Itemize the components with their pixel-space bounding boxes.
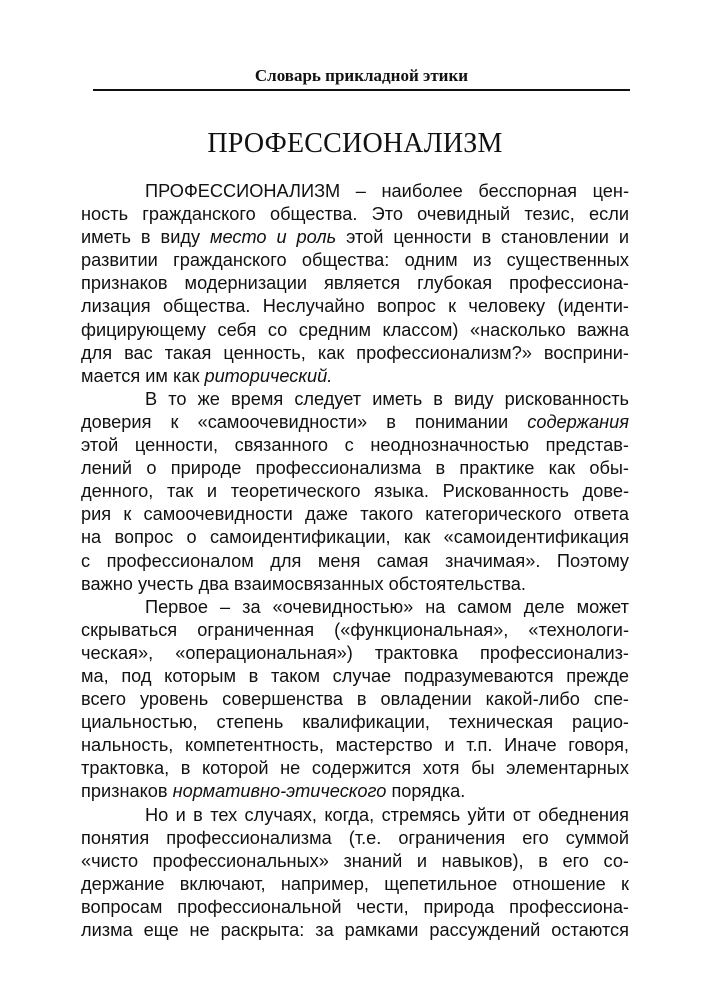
emphasis-text: место и роль <box>210 227 337 248</box>
text-segment: Первое – за «очевидностью» на самом деле может <box>145 596 629 617</box>
text-segment: денного, так и теоретического языка. Рискованность дове- <box>81 481 629 502</box>
text-segment: важно учесть два взаимосвязанных обстоятельства. <box>81 573 526 594</box>
text-segment: фицирующему себя со средним классом) «насколько важна <box>81 319 629 340</box>
text-line <box>81 850 629 873</box>
emphasis-text: риторический. <box>204 365 333 386</box>
text-line <box>81 596 629 619</box>
text-segment: иметь в виду <box>81 227 211 248</box>
text-line <box>81 319 629 342</box>
running-head-title: Словарь прикладной этики <box>254 66 469 85</box>
text-line <box>81 665 629 688</box>
entry-body <box>81 180 629 942</box>
text-line <box>81 434 629 457</box>
text-segment: этой ценности в становлении и <box>336 227 629 248</box>
text-line <box>81 457 629 480</box>
header-divider <box>93 89 630 91</box>
text-segment: циальностью, степень квалификации, техническая рацио- <box>81 712 629 733</box>
text-line <box>81 272 629 295</box>
text-line <box>81 919 629 942</box>
paragraph <box>81 804 629 943</box>
text-line <box>81 365 629 388</box>
text-line <box>81 642 629 665</box>
paragraph <box>81 388 629 596</box>
text-line <box>81 688 629 711</box>
text-line <box>81 526 629 549</box>
text-segment: вопросам профессиональной чести, природа профессиона- <box>81 896 629 917</box>
emphasis-text: содержания <box>527 411 629 432</box>
text-line <box>81 573 629 596</box>
text-segment: лизация общества. Неслучайно вопрос к человеку (иденти- <box>81 296 629 317</box>
text-line <box>81 503 629 526</box>
paragraph <box>81 180 629 388</box>
text-line <box>81 827 629 850</box>
text-segment: развитии гражданского общества: одним из существенных <box>81 250 629 271</box>
entry-title: ПРОФЕССИОНАЛИЗМ <box>207 128 503 159</box>
text-line <box>81 388 629 411</box>
text-segment: «чисто профессиональных» знаний и навыков), в его со- <box>81 850 629 871</box>
text-line <box>81 180 629 203</box>
text-segment: понятия профессионализма (т.е. ограничения его суммой <box>81 827 629 848</box>
text-segment: Но и в тех случаях, когда, стремясь уйти от обеднения <box>145 804 629 825</box>
text-segment: держание включают, например, щепетильное отношение к <box>81 873 629 894</box>
text-line <box>81 342 629 365</box>
text-line <box>81 249 629 272</box>
text-line <box>81 619 629 642</box>
text-segment: порядка. <box>386 781 466 802</box>
text-line <box>81 780 629 803</box>
text-segment: ПРОФЕССИОНАЛИЗМ – наиболее бесспорная цен- <box>145 181 629 201</box>
text-segment: доверия к «самоочевидности» в понимании <box>81 411 528 432</box>
text-line <box>81 804 629 827</box>
text-segment: признаков модернизации является глубокая профессиона- <box>81 273 629 294</box>
text-segment: с профессионалом для меня самая значимая». Поэтому <box>81 550 629 571</box>
text-line <box>81 295 629 318</box>
text-line <box>81 550 629 573</box>
text-segment: для вас такая ценность, как профессионализм?» восприни- <box>81 342 629 363</box>
emphasis-text: нормативно-этического <box>172 781 387 802</box>
text-line <box>81 896 629 919</box>
text-segment: скрываться ограниченная («функциональная», «технологи- <box>81 619 629 640</box>
text-segment: лизма еще не раскрыта: за рамками рассуждений остаются <box>81 920 629 940</box>
text-segment: всего уровень совершенства в овладении какой-либо спе- <box>81 689 629 710</box>
text-segment: ность гражданского общества. Это очевидный тезис, если <box>81 204 629 225</box>
text-line <box>81 734 629 757</box>
text-line <box>81 411 629 434</box>
text-segment: нальность, компетентность, мастерство и т.п. Иначе говоря, <box>81 735 629 756</box>
text-segment: на вопрос о самоидентификации, как «самоидентификация <box>81 527 629 548</box>
text-line <box>81 226 629 249</box>
text-line <box>81 711 629 734</box>
text-segment: В то же время следует иметь в виду рискованность <box>145 388 629 409</box>
text-segment: лений о природе профессионализма в практике как обы- <box>81 458 629 479</box>
text-line <box>81 480 629 503</box>
text-segment: трактовка, в которой не содержится хотя бы элементарных <box>81 758 629 779</box>
text-segment: рия к самоочевидности даже такого категорического ответа <box>81 504 629 525</box>
text-segment: признаков <box>81 781 173 802</box>
text-line <box>81 873 629 896</box>
paragraph <box>81 596 629 804</box>
text-line <box>81 203 629 226</box>
text-segment: ческая», «операциональная») трактовка профессионализ- <box>81 642 629 663</box>
text-segment: ма, под которым в таком случае подразумеваются прежде <box>81 665 629 686</box>
text-segment: мается им как <box>81 365 205 386</box>
text-line <box>81 757 629 780</box>
text-segment: этой ценности, связанного с неоднозначностью представ- <box>81 435 629 456</box>
